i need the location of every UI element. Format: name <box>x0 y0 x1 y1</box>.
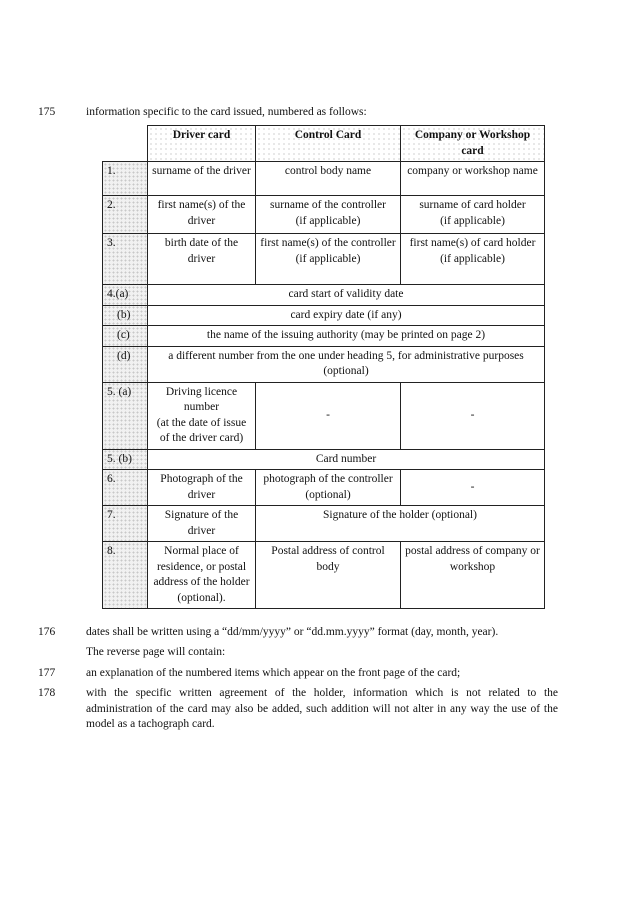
table-cell: company or workshop name <box>401 162 545 196</box>
paragraph-text: dates shall be written using a “dd/mm/yyyy” or “dd.mm.yyyy” format (day, month, year). <box>86 626 499 638</box>
header-driver-card: Driver card <box>148 126 256 162</box>
paragraph-number: 176 <box>38 626 56 638</box>
table-cell: control body name <box>256 162 401 196</box>
paragraph-number: 175 <box>38 106 56 118</box>
table-cell <box>256 196 401 234</box>
cell-line: (if applicable) <box>440 214 505 227</box>
table-cell: postal address of company or workshop <box>401 542 545 609</box>
table-cell: - <box>256 382 401 449</box>
table-cell: Photograph of the driver <box>148 470 256 506</box>
table-cell: Postal address of control body <box>256 542 401 609</box>
row-label: 3. <box>103 234 148 285</box>
cell-line: first name(s) of card holder <box>409 237 536 250</box>
row-label: 8. <box>103 542 148 609</box>
row-label: 5. (b) <box>103 449 148 470</box>
table-row <box>103 506 545 542</box>
cell-line: (if applicable) <box>295 252 361 265</box>
table-cell: card expiry date (if any) <box>148 305 545 326</box>
table-cell: the name of the issuing authority (may be printed on page 2) <box>148 326 545 347</box>
row-label: 7. <box>103 506 148 542</box>
table-row <box>103 326 545 347</box>
table-header-row <box>103 126 545 162</box>
paragraph-number: 178 <box>38 687 56 699</box>
row-label: 5. (a) <box>103 382 148 449</box>
table-cell <box>256 234 401 285</box>
table-row <box>103 162 545 196</box>
table-cell: card start of validity date <box>148 285 545 306</box>
table-cell: Card number <box>148 449 545 470</box>
cell-line: Driving licence number <box>165 385 238 414</box>
row-label: 6. <box>103 470 148 506</box>
row-label: 4.(a) <box>103 285 148 306</box>
paragraph-number: 177 <box>38 667 56 679</box>
table-cell: - <box>401 470 545 506</box>
table-row <box>103 305 545 326</box>
table-row <box>103 449 545 470</box>
table-row <box>103 382 545 449</box>
table-cell <box>148 382 256 449</box>
cell-line: surname of the controller <box>270 199 386 212</box>
row-label: 2. <box>103 196 148 234</box>
card-information-table <box>102 125 545 609</box>
table-cell <box>401 196 545 234</box>
cell-line: first name(s) of the controller <box>260 237 396 250</box>
paragraph-text: information specific to the card issued, numbered as follows: <box>86 106 367 118</box>
table-cell: Normal place of residence, or postal address of the holder (optional). <box>148 542 256 609</box>
table-cell: a different number from the one under heading 5, for administrative purposes (optional) <box>148 346 545 382</box>
cell-line: (if applicable) <box>440 252 505 265</box>
cell-line: (at the date of issue of the driver card) <box>156 416 247 445</box>
table-cell: photograph of the controller (optional) <box>256 470 401 506</box>
table-row <box>103 542 545 609</box>
table-row <box>103 196 545 234</box>
table-cell: Signature of the holder (optional) <box>256 506 545 542</box>
cell-line: surname of card holder <box>419 199 526 212</box>
table-cell: - <box>401 382 545 449</box>
table-cell: birth date of the driver <box>148 234 256 285</box>
table-cell <box>401 234 545 285</box>
row-label: (c) <box>103 326 148 347</box>
table-cell: Signature of the driver <box>148 506 256 542</box>
cell-line: (if applicable) <box>295 214 361 227</box>
row-label: 1. <box>103 162 148 196</box>
paragraph-text: with the specific written agreement of the holder, information which is not related to the administration of the card may also be added, such addition will not alter in any way the use of the model as a tachograph card. <box>86 687 558 731</box>
table-row <box>103 346 545 382</box>
table-row <box>103 285 545 306</box>
table-row <box>103 470 545 506</box>
header-company-workshop-card: Company or Workshop card <box>401 126 545 162</box>
row-label: (b) <box>103 305 148 326</box>
reverse-page-heading: The reverse page will contain: <box>86 646 226 658</box>
table-row <box>103 234 545 285</box>
table-cell: surname of the driver <box>148 162 256 196</box>
paragraph-text: an explanation of the numbered items which appear on the front page of the card; <box>86 667 461 679</box>
table-cell: first name(s) of the driver <box>148 196 256 234</box>
header-control-card: Control Card <box>256 126 401 162</box>
row-label: (d) <box>103 346 148 382</box>
